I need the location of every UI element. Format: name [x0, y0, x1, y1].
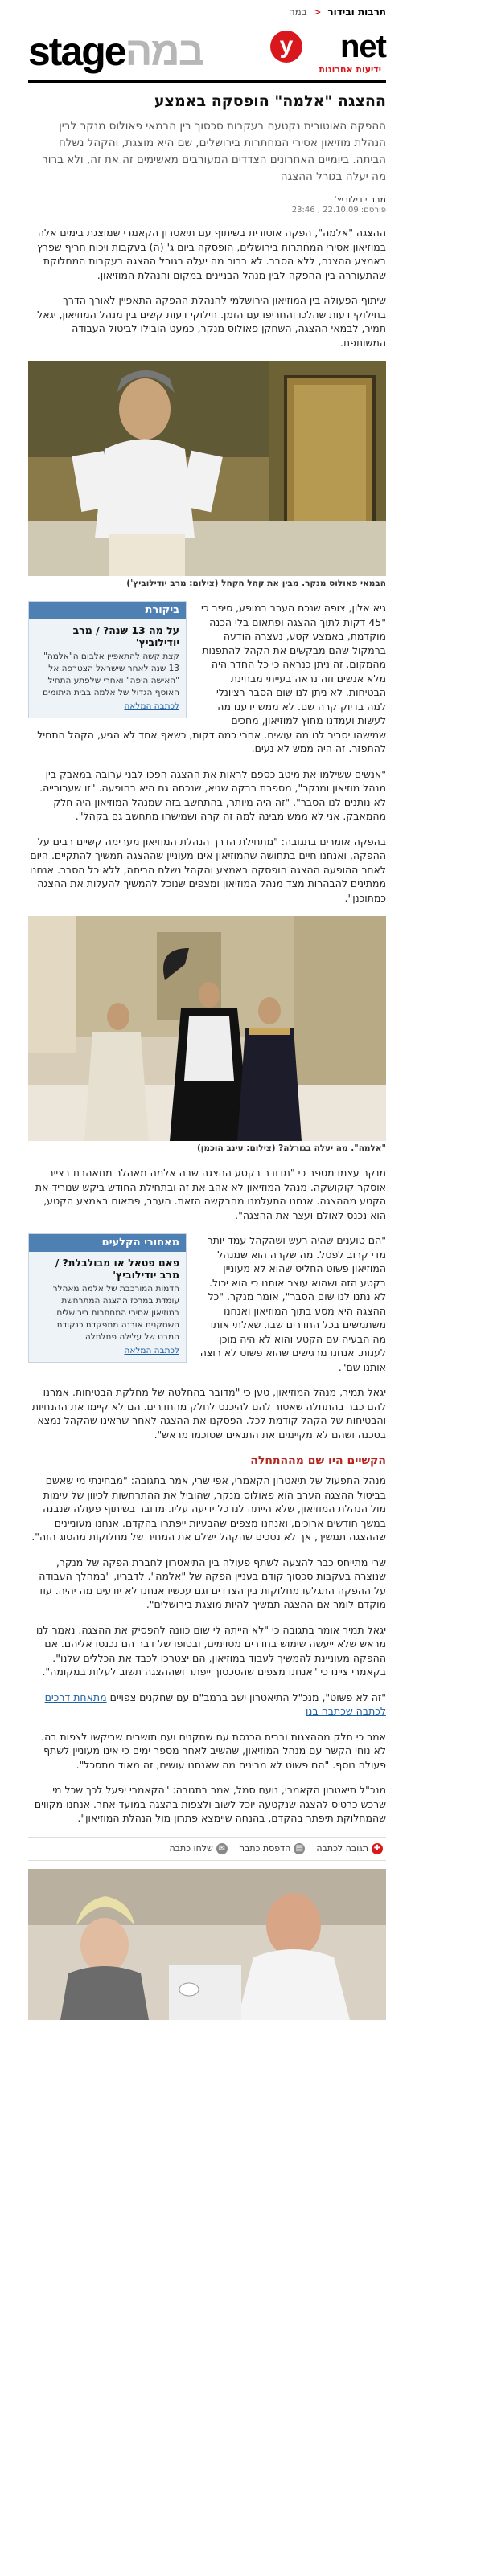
paragraph: יגאל תמיר אומר בתגובה כי "לא הייתה לי שום כוונה להפסיק את ההצגה. נאמר לנו מראש שלא ייעשה שימוש בחדרים מסוימים, ובסופו של דבר הם נכנסו אליהם. אם ההפקה מעוניינת להמשיך לעבוד במוזיאון, הם יצטרכו לכבד את הכללים שלנו". בקאמרי ציינו כי "אנחנו מצפים שהסכסוך ייפתר ושההצגה תשוב לעלות במקומה".: [36, 1623, 386, 1678]
share-button[interactable]: [169, 1843, 227, 1854]
breadcrumb-sub[interactable]: במה: [288, 6, 307, 18]
talkback-label: תגובה לכתבה: [316, 1843, 368, 1854]
article-date: פורסם: 22.10.09 , 23:46: [291, 206, 386, 215]
article-title: ההצגה "אלמה" הופסקה באמצע: [154, 92, 386, 110]
stage-logo-he: במה: [125, 29, 203, 74]
paragraph: מנקר עצמו מספר כי "מדובר בקטע ההצגה שבה אלמה מאהלר מתאהבת בצייר אוסקר קוקושקה. מנהל המוזיאון לא אהב את זה ובתחילת החודש ביקש שנוריד את הקטע מההצגה. אנחנו התעלמנו מהבקשה הזאת. הערב, פתאום באמצע הקטע, הוא נכנס לאולם ועצר את ההצגה".: [35, 1167, 386, 1221]
share-label: שלחו כתבה: [169, 1843, 213, 1854]
review-box-title[interactable]: על מה 13 שנה? / מרב יודילוביץ': [72, 624, 179, 648]
article-toolbar: [28, 1837, 386, 1861]
paragraph: "הם טוענים שהיה רעש ושהקהל עמד יותר מדי קרוב לפסל. מה שקרה הוא שמנהל המוזיאון פשוט החליט שהוא לא מעוניין בקטע הזה ושהוא עוצר אותנו כי הוא יכול. לא נתנו לנו שום הסבר", אומר מנקר. "כל ההצגה היא מסע בתוך המוזיאון ואנחנו משתמשים בכל החדרים שבו. שאלתי אותו מה הבעיה עם הקטע והוא לא היה מוכן לענות. אנחנו מרגישים שהוא פשוט לא רוצה אותנו שם".: [199, 1234, 386, 1373]
ynet-logo[interactable]: [265, 29, 386, 77]
paragraph: בהפקה אומרים בתגובה: "מתחילת הדרך הנהלת המוזיאון מערימה קשיים רבים על ההפקה, ואנחנו חיים בתחושה שהמוזיאון אינו מעוניין שההצגה תמשיך להתקיים. היום לאחר ההופעה ההצגה הופסקה באמצע והקהל נשלח הביתה, ללא כל הסבר. אנחנו ממתינים להבהרות מצד מנהל המוזיאון ומצפים שנוכל להמשיך להעלות את ההצגה כמתוכנן".: [30, 835, 386, 904]
page: [28, 0, 386, 2020]
ynet-logo-sub: ידיעות אחרונות: [319, 64, 381, 75]
talkback-button[interactable]: [316, 1843, 383, 1854]
review-box: [28, 601, 187, 718]
paragraph: שיתוף הפעולה בין המוזיאון הירושלמי להנהלת ההפקה התאפיין לאורך הדרך בחילוקי דעות שהלכו והחריפו עם הזמן. חילוקי דעות קשים בין מנהל המוזיאון, יגאל תמיר, לבמאי ההצגה, השחקן פאולוס מנקר, כמעט הובילו לביטול העבודה המשותפת.: [37, 294, 386, 349]
ynet-logo-y: y: [270, 31, 302, 63]
stage-logo-en: stage: [28, 29, 125, 74]
paragraph: שרי מתייחס כבר להצעה לשתף פעולה בין התיאטרון לחברת הפקה של מנקר, שנוצרה בעקבות סכסוך קודם בעניין הפקה של "אלמה". לדבריו, "במהלך העבודה על ההפקה התגלעו מחלוקות בין הצדדים וגם עכשיו אנחנו לא יודעים מה יהיה. עוד מוקדם לומר אם ההצגה תמשיך להיות מוצגת בירושלים".: [37, 1556, 386, 1610]
photo-director: [28, 361, 386, 576]
printer-icon: ▤: [294, 1843, 305, 1854]
backstage-box-text: הדמות המורכבת של אלמה מאהלר עומדת במרכז ההצגה המתרחשת במוזיאון אסירי המחתרות בירושלים. השחקנית אורנה מתפקדת כנקודת המבט של עלילה פתלתלה: [52, 1284, 179, 1342]
paragraph: גיא אלון, צופה שנכח הערב במופע, סיפר כי "45 דקות לתוך ההצגה ופתאום בלי הכנה מוקדמת, באמצע קטע, נעצרה הודעה ברמקול שהם מבקשים את הקהל להתפנות מהמקום. זה ניתן כנראה כי כל החדר היה מלא אנשים וזה נראה בעייתי מבחינת הבטיחות. לא ניתן לנו שום הסבר רציונלי למה בדיוק קרה שם. לא ממש ידענו מה לעשות ועמדנו מחוץ למוזיאון, מחכים שמישהו יסביר לנו מה עושים. אחרי כמה דקות, כשאף אחד לא הגיע, הקהל התחיל להתפזר. זה היה ממש לא נעים.: [37, 602, 386, 754]
review-box-text: קצת קשה להתאפיין אלבום ה"אלמה" 13 שנה לאחר שישראל הצטרפה אל "האישה היפה" ואחרי שלפתע התחיל האוסף הגדול של אלמה בבית היתומים: [43, 652, 179, 697]
backstage-box: [28, 1233, 187, 1363]
performance-photo-image: [28, 916, 386, 1141]
paragraph: [28, 1691, 386, 1719]
article-lead: ההפקה האוטורית נקטעה בעקבות סכסוך בין הבמאי פאולוס מנקר לבין הנהלת מוזיאון אסירי המחתרות בירושלים, שם היא מוצגת, והקהל נשלח הביתה. ביומיים האחרונים הצדדים המעורבים מאשימים זה את זה, ולא ברור מה יעלה בגורל ההצגה: [42, 120, 386, 183]
photo-caption: "אלמה". מה יעלה בגורלה? (צילום: עינב הוכמן): [196, 1143, 386, 1153]
paragraph: מנהל התפעול של תיאטרון הקאמרי, אפי שרי, אמר בתגובה: "מבחינתי מי שאשם בביטול ההצגה הערב הוא פאולוס מנקר, שהוביל את ההתרחשות לכיוון של עימות מול הנהלת המוזיאון, שלא הייתה לנו כל ידיעה עליו. מדובר בשיתוף פעולה שנבנה במשך חודשים ארוכים, ואנחנו מצפים שהבעיות ייפתרו בהקדם. אנחנו מעוניינים שההצגה תמשיך, אך לא נסכים שהקהל ישלם את המחיר של מחלוקות מהסוג הזה".: [31, 1474, 386, 1543]
paragraph: מנכ"ל תיאטרון הקאמרי, נועם סמל, אמר בתגובה: "הקאמרי יפעל לכך שכל מי שרכש כרטיס להצגה שנקטעה יוכל לשוב ולצפות בהצגה במועד אחר. אנחנו מקווים שהמחלוקת תיפתר בהקדם, בהנחה שיימצא פתרון מול הנהלת המוזיאון".: [34, 1784, 386, 1824]
backstage-box-head: מאחורי הקלעים: [29, 1234, 186, 1252]
header: [28, 24, 386, 83]
backstage-box-title[interactable]: פאם פטאל או מבולבלת? / מרב יודילוביץ': [55, 1257, 179, 1281]
inline-article-link[interactable]: מתאחת דרכים לכתבה שכתבה בנו: [44, 1691, 386, 1717]
review-box-head: ביקורת: [29, 602, 186, 619]
comment-icon: ✚: [372, 1843, 383, 1854]
director-photo-image: [28, 361, 386, 576]
paragraph: "אנשים ששילמו את מיטב כספם לראות את ההצגה הפכו לבני ערובה במאבק בין מנהל מוזיאון ומנקר", מספרת רבקה שגיא, שנכחה גם היא בהופעה. "זו שערורייה. לא נותנים לנו הסבר". "זה היה מיותר, בהתחשב בזה שמנהל המוזיאון היה חלק מהמאבק. אני לא ממש מבינה למה זה קרה ושמישהו מתחשב גם בקהל".: [39, 767, 386, 822]
bottom-photo-image: [28, 1869, 386, 2020]
print-label: הדפסת כתבה: [238, 1843, 291, 1854]
breadcrumb: [28, 0, 386, 24]
paragraph: ההצגה "אלמה", הפקה אוטורית בשיתוף עם תיאטרון הקאמרי שמוצגת בימים אלה במוזיאון אסירי המחתרות בירושלים, הופסקה ביום ג' (ה) בעקבות ויכוח חריף שפרץ באמצע ההצגה, ללא הסבר. לא ברור מה יעלה בגורל ההצגה בעקבות המחלוקת שהתעוררה בין ההפקה לבין מנהל הבניינים במקום והנהלת המוזיאון.: [37, 227, 386, 281]
photo-bottom: [28, 1869, 386, 2020]
ynet-logo-net: net: [340, 29, 386, 64]
paragraph-text: "זה לא פשוט", מנכ"ל התיאטרון ישב ברמב"ם עם שחקנים צפויים: [109, 1691, 386, 1703]
breadcrumb-separator: <: [313, 6, 322, 18]
subheading: הקשיים היו שם מההתחלה: [250, 1454, 386, 1467]
stage-logo[interactable]: [28, 31, 203, 72]
print-button[interactable]: [239, 1843, 306, 1854]
paragraph: אמר כי חלק מההצגות ובבית הכנסת עם שחקנים ועם תושבים שביקשו לצפות בה. לא נוחי הקשר עם מנהל המוזיאון, שהשיב לאחר מספר ימים כי אינו מעוניין לשתף פעולה נוסף. "הם פשוט לא מבינים מה שאנחנו עושים, זה מאוד מתסכל".: [41, 1730, 386, 1771]
review-box-link[interactable]: לכתבה המלאה: [124, 701, 179, 711]
photo-caption: הבמאי פאולוס מנקר. מבין את קהל הקהל (צילום: מרב יודילוביץ'): [126, 579, 386, 588]
photo-performance: [28, 916, 386, 1141]
article-byline: מרב יודילוביץ': [334, 194, 386, 205]
paragraph: יגאל תמיר, מנהל המוזיאון, טען כי "מדובר בהחלטה של מחלקת הבטיחות. אמרנו להם כבר בהתחלה שאסור להם להיכנס לחלק מהחדרים. הם לא קיימו את ההנחיות והבטיחות של הקהל קודמת לכל. הפסקנו את ההצגה לאחר שראינו שהקהל נמצא בסכנה ושהם לא מקיימים את התנאים שסוכמו מראש".: [31, 1386, 386, 1441]
backstage-box-link[interactable]: לכתבה המלאה: [124, 1346, 179, 1355]
mail-icon: ✉: [216, 1843, 228, 1854]
breadcrumb-section[interactable]: תרבות ובידור: [327, 6, 386, 18]
